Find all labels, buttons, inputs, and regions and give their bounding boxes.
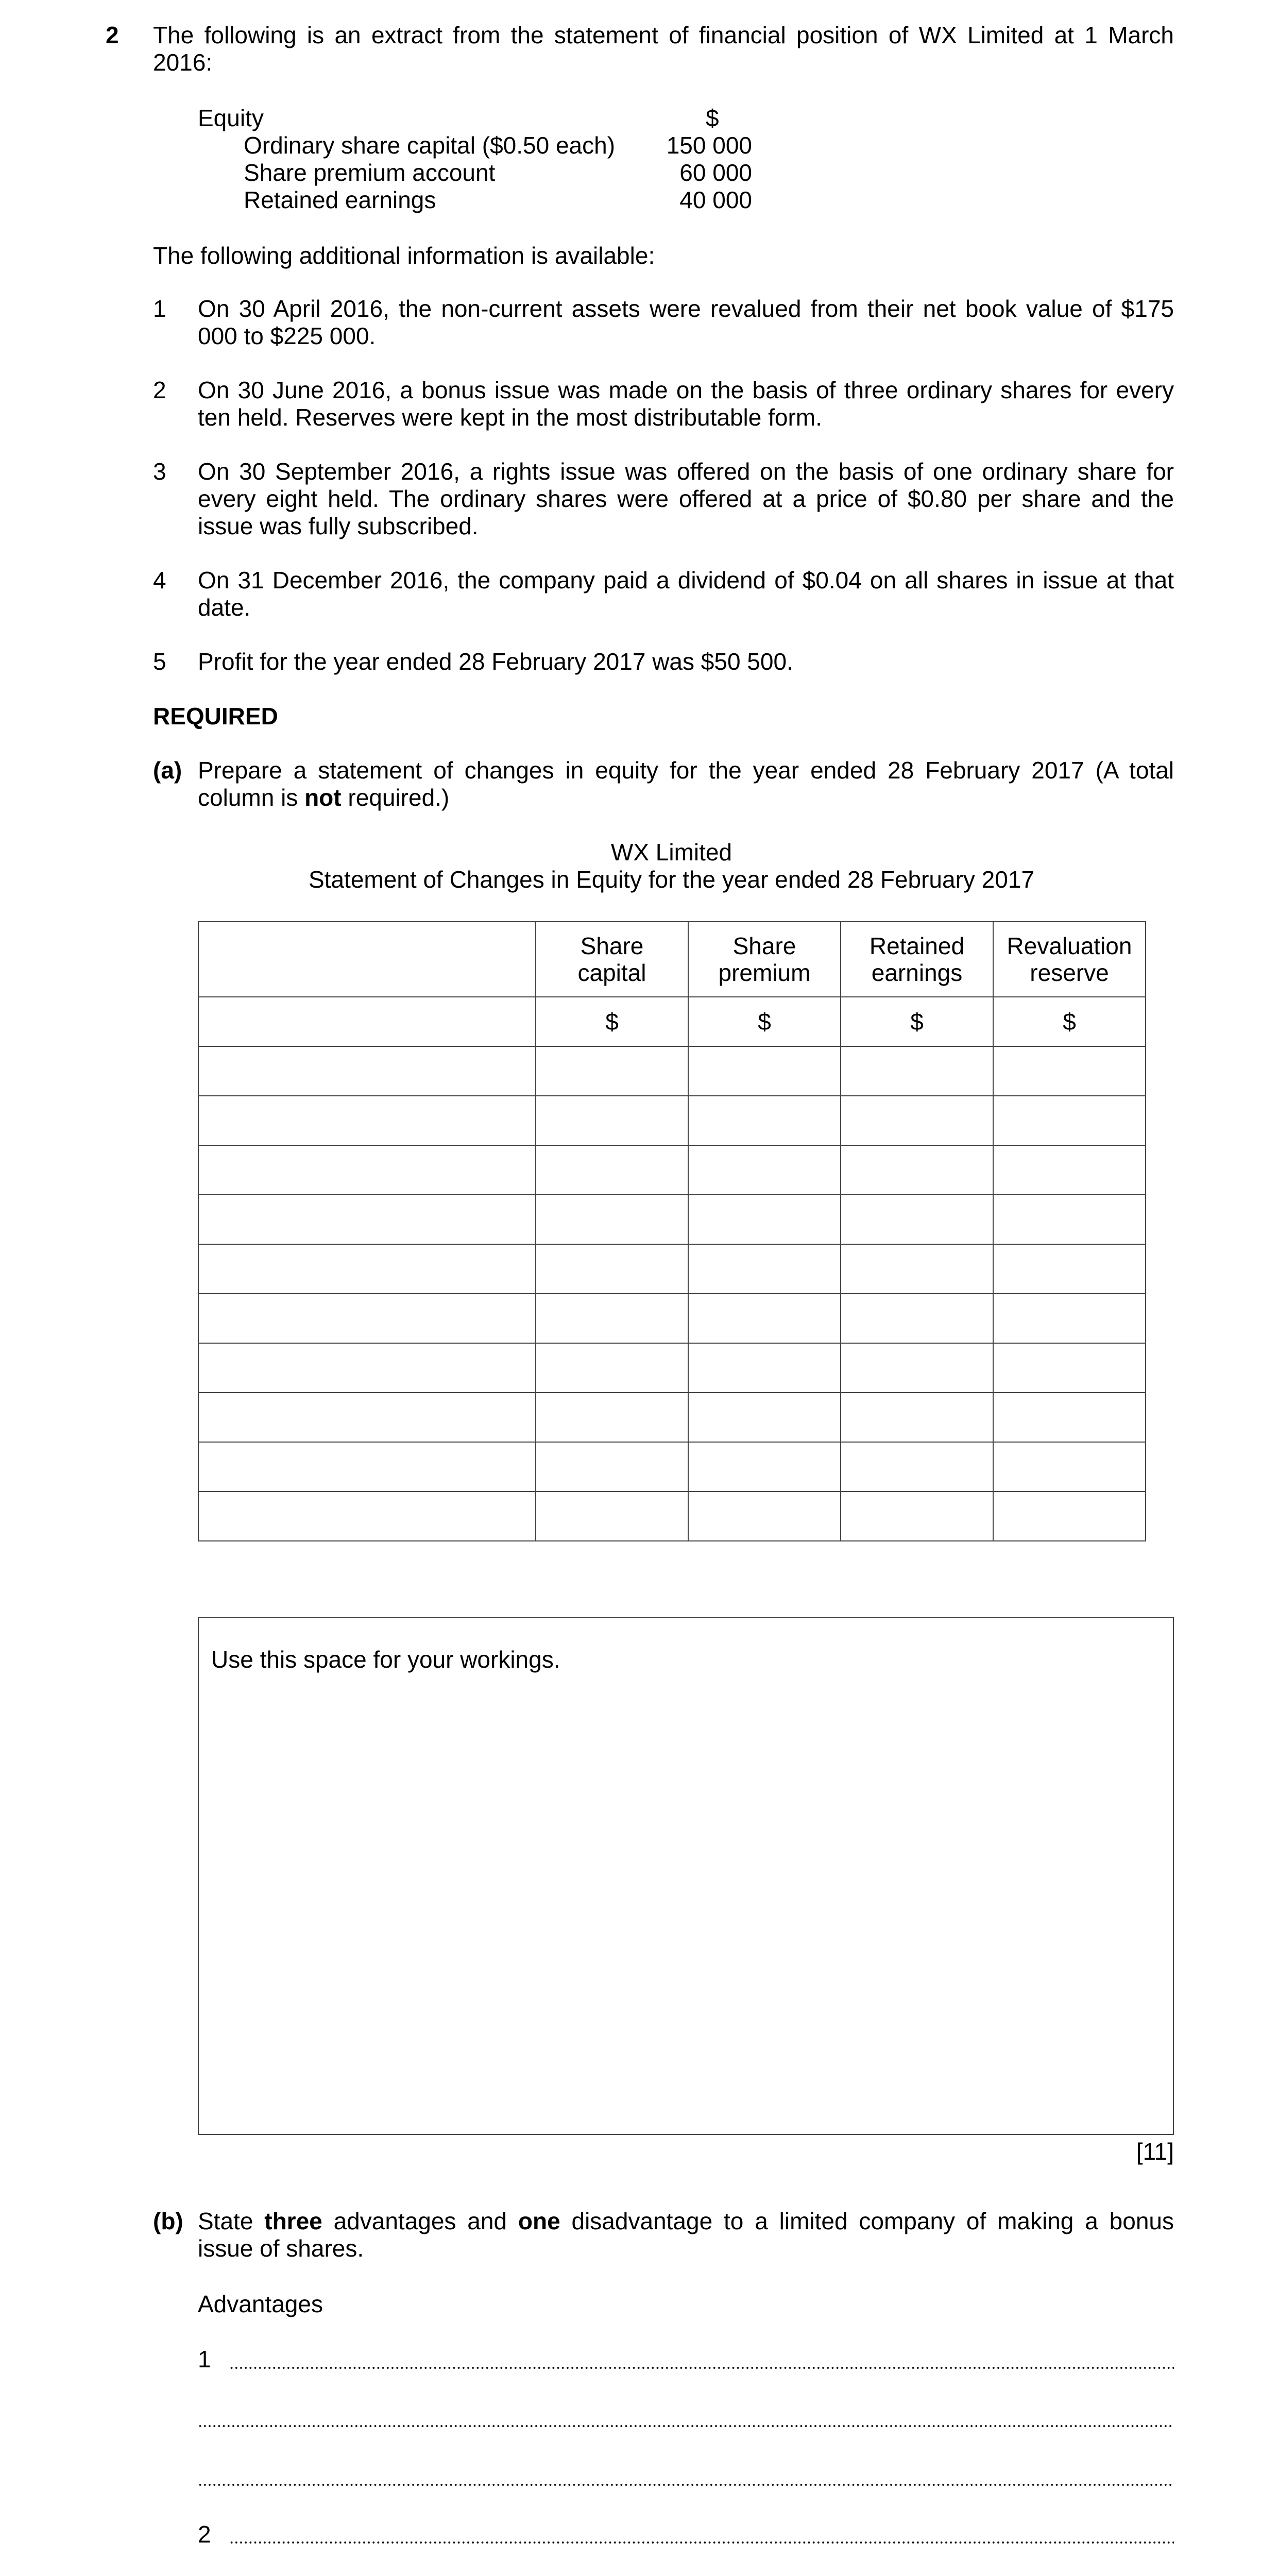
answer-line[interactable] (229, 2541, 1174, 2544)
answer-cell[interactable] (841, 1096, 993, 1145)
additional-info-intro: The following additional information is available: (153, 242, 655, 269)
table-header-row (198, 922, 1146, 997)
info-number: 2 (153, 377, 166, 403)
answer-cell[interactable] (993, 1244, 1146, 1294)
answer-cell[interactable] (841, 1343, 993, 1393)
answer-cell[interactable] (198, 1244, 536, 1294)
info-text: On 30 April 2016, the non-current assets were revalued from their net book value of $175 000 to $225 000. (198, 295, 1174, 349)
answer-cell[interactable] (536, 1195, 688, 1244)
table-row (198, 1294, 1146, 1343)
table-row (198, 1096, 1146, 1145)
equity-item-value: 150 000 (666, 132, 752, 159)
table-row (198, 1145, 1146, 1195)
advantage-number: 1 (198, 2346, 211, 2372)
equity-currency: $ (706, 105, 719, 131)
equity-item-label: Retained earnings (244, 187, 436, 213)
part-a-question: Prepare a statement of changes in equity for the year ended 28 February 2017 (A total column is not required.) (198, 757, 1174, 811)
table-unit-row (198, 997, 1146, 1046)
answer-cell[interactable] (688, 1195, 841, 1244)
info-number: 1 (153, 295, 166, 322)
column-header: Retained earnings (841, 922, 993, 997)
unit-cell: $ (688, 997, 841, 1046)
answer-cell[interactable] (688, 1442, 841, 1492)
info-text: On 31 December 2016, the company paid a dividend of $0.04 on all shares in issue at that date. (198, 567, 1174, 621)
table-row (198, 1244, 1146, 1294)
description-cell[interactable] (198, 997, 536, 1046)
column-header: Share premium (688, 922, 841, 997)
answer-line[interactable] (198, 2425, 1174, 2428)
answer-cell[interactable] (198, 1046, 536, 1096)
answer-line[interactable] (198, 2483, 1174, 2486)
table-row (198, 1343, 1146, 1393)
answer-cell[interactable] (993, 1046, 1146, 1096)
answer-cell[interactable] (198, 1145, 536, 1195)
info-number: 4 (153, 567, 166, 594)
unit-cell: $ (993, 997, 1146, 1046)
info-text: On 30 June 2016, a bonus issue was made on the basis of three ordinary shares for every ten held. Reserves were kept in the most distributable form. (198, 377, 1174, 431)
info-text: Profit for the year ended 28 February 2017 was $50 500. (198, 648, 793, 675)
answer-line[interactable] (229, 2366, 1174, 2369)
description-header-cell[interactable] (198, 922, 536, 997)
answer-cell[interactable] (536, 1393, 688, 1442)
table-row (198, 1393, 1146, 1442)
table-row (198, 1046, 1146, 1096)
answer-cell[interactable] (841, 1442, 993, 1492)
answer-cell[interactable] (536, 1343, 688, 1393)
answer-cell[interactable] (841, 1492, 993, 1541)
table-row (198, 1442, 1146, 1492)
advantages-heading: Advantages (198, 2291, 323, 2317)
answer-cell[interactable] (688, 1294, 841, 1343)
part-b-label: (b) (153, 2208, 183, 2234)
answer-cell[interactable] (688, 1492, 841, 1541)
info-number: 3 (153, 458, 166, 485)
answer-cell[interactable] (688, 1145, 841, 1195)
answer-cell[interactable] (198, 1294, 536, 1343)
answer-cell[interactable] (993, 1294, 1146, 1343)
answer-cell[interactable] (841, 1046, 993, 1096)
answer-cell[interactable] (993, 1393, 1146, 1442)
answer-cell[interactable] (688, 1096, 841, 1145)
answer-cell[interactable] (536, 1492, 688, 1541)
answer-cell[interactable] (993, 1442, 1146, 1492)
answer-cell[interactable] (841, 1294, 993, 1343)
answer-cell[interactable] (536, 1244, 688, 1294)
answer-cell[interactable] (841, 1393, 993, 1442)
equity-item-value: 60 000 (679, 159, 752, 186)
workings-prompt: Use this space for your workings. (211, 1646, 560, 1673)
answer-cell[interactable] (198, 1442, 536, 1492)
table-row (198, 1195, 1146, 1244)
info-text: On 30 September 2016, a rights issue was offered on the basis of one ordinary share for every eight held. The ordinary shares were offered at a price of $0.80 per share and the issue was fully subscribed. (198, 458, 1174, 539)
answer-cell[interactable] (993, 1096, 1146, 1145)
table-row (198, 1492, 1146, 1541)
answer-cell[interactable] (536, 1046, 688, 1096)
unit-cell: $ (841, 997, 993, 1046)
column-header: Revaluation reserve (993, 922, 1146, 997)
answer-cell[interactable] (841, 1145, 993, 1195)
answer-cell[interactable] (198, 1393, 536, 1442)
equity-item-label: Ordinary share capital ($0.50 each) (244, 132, 616, 159)
answer-cell[interactable] (198, 1492, 536, 1541)
equity-item-value: 40 000 (679, 187, 752, 213)
answer-cell[interactable] (688, 1046, 841, 1096)
answer-cell[interactable] (688, 1244, 841, 1294)
answer-cell[interactable] (198, 1195, 536, 1244)
answer-cell[interactable] (536, 1294, 688, 1343)
answer-cell[interactable] (198, 1096, 536, 1145)
workings-box[interactable] (198, 1617, 1174, 2135)
answer-cell[interactable] (993, 1145, 1146, 1195)
answer-cell[interactable] (536, 1145, 688, 1195)
equity-heading: Equity (198, 105, 264, 131)
info-number: 5 (153, 648, 166, 675)
equity-item-label: Share premium account (244, 159, 496, 186)
column-header: Share capital (536, 922, 688, 997)
answer-cell[interactable] (993, 1492, 1146, 1541)
answer-cell[interactable] (536, 1096, 688, 1145)
advantage-number: 2 (198, 2521, 211, 2548)
table-subtitle: Statement of Changes in Equity for the year ended 28 February 2017 (309, 866, 1034, 893)
answer-cell[interactable] (841, 1195, 993, 1244)
unit-cell: $ (536, 997, 688, 1046)
required-heading: REQUIRED (153, 703, 278, 730)
answer-cell[interactable] (688, 1343, 841, 1393)
part-b-question: State three advantages and one disadvantage to a limited company of making a bonus issue of shares. (198, 2208, 1174, 2262)
question-intro: The following is an extract from the statement of financial position of WX Limited at 1 March 2016: (153, 22, 1174, 76)
answer-cell[interactable] (198, 1343, 536, 1393)
answer-cell[interactable] (841, 1244, 993, 1294)
answer-cell[interactable] (536, 1442, 688, 1492)
part-a-marks: [11] (1136, 2138, 1174, 2165)
answer-cell[interactable] (993, 1195, 1146, 1244)
statement-of-changes-in-equity-table (198, 921, 1146, 1541)
question-number: 2 (106, 22, 119, 48)
table-title: WX Limited (610, 839, 732, 866)
answer-cell[interactable] (688, 1393, 841, 1442)
answer-cell[interactable] (993, 1343, 1146, 1393)
part-a-label: (a) (153, 757, 182, 784)
